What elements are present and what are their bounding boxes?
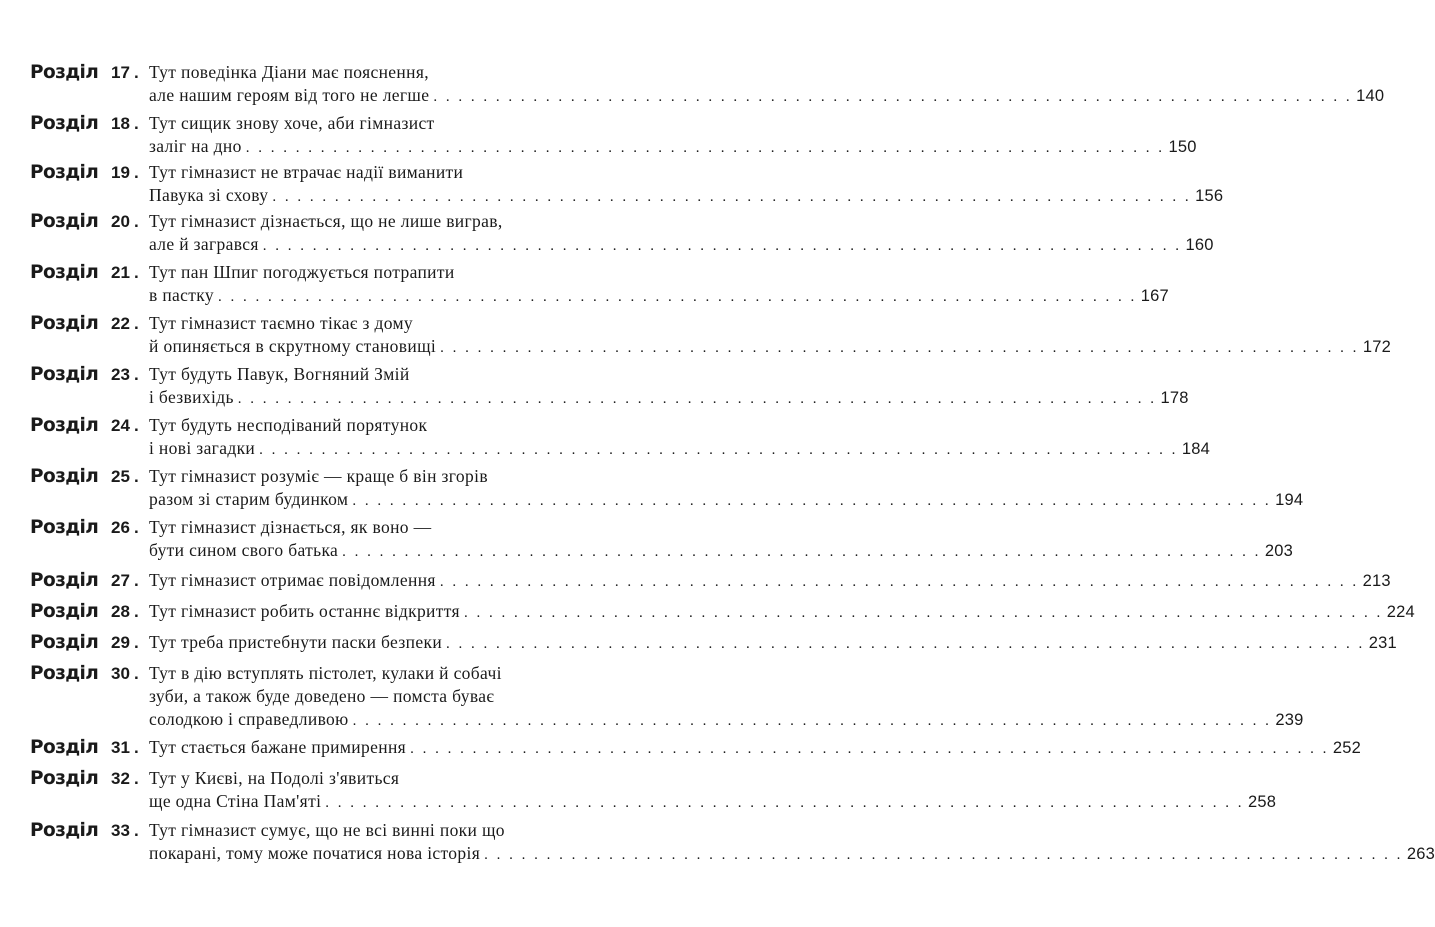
chapter-title	[149, 767, 1277, 813]
chapter-title-line: Тут гімназист таємно тікає з дому	[149, 313, 413, 333]
chapter-title-last-line	[149, 135, 1197, 158]
chapter-number: 19	[111, 163, 130, 182]
chapter-title-line: ще одна Стіна Пам'яті	[149, 791, 322, 811]
chapter-number: 17	[111, 63, 130, 82]
chapter-title-line: заліг на дно	[149, 136, 242, 156]
chapter-title-last-line	[149, 284, 1169, 307]
chapter-label: Розділ	[30, 820, 99, 841]
chapter-number: 32	[111, 769, 130, 788]
dot-leader: . . . . . . . . . . . . . . . . . . . . . . . . . . . . . . . . . . . . . . . . . . . . . . . . . . . . . . . . . . . . . . . . . . . . . . . . . .	[352, 493, 1272, 509]
chapter-title	[149, 465, 1304, 511]
chapter-number: 20	[111, 212, 130, 231]
chapter-title	[149, 61, 1385, 107]
dot-leader: . . . . . . . . . . . . . . . . . . . . . . . . . . . . . . . . . . . . . . . . . . . . . . . . . . . . . . . . . . . . . . . . . . . . . . . . . .	[433, 89, 1353, 105]
page-number: 156	[1195, 187, 1224, 205]
chapter-label: Розділ	[30, 62, 99, 83]
chapter-title-line: Тут будуть несподіваний порятунок	[149, 415, 428, 435]
dot-leader: . . . . . . . . . . . . . . . . . . . . . . . . . . . . . . . . . . . . . . . . . . . . . . . . . . . . . . . . . . . . . . . . . . . . . . . . . .	[352, 713, 1272, 729]
chapter-label: Розділ	[30, 162, 99, 183]
chapter-title-last-line	[149, 233, 1214, 256]
dot-leader: . . . . . . . . . . . . . . . . . . . . . . . . . . . . . . . . . . . . . . . . . . . . . . . . . . . . . . . . . . . . . . . . . . . . . . . . . .	[237, 391, 1157, 407]
chapter-title-line: але й загрався	[149, 234, 259, 254]
chapter-label: Розділ	[30, 601, 99, 622]
page-number: 258	[1248, 793, 1277, 811]
page-number: 184	[1181, 440, 1211, 458]
chapter-title-last-line	[149, 386, 1189, 409]
chapter-title	[149, 662, 1304, 731]
chapter-title-line: Тут гімназист розуміє — краще б він згорів	[149, 466, 488, 486]
chapter-number: 33	[111, 821, 130, 840]
page-number: 160	[1185, 236, 1214, 254]
chapter-number-dot: .	[134, 467, 139, 486]
chapter-label: Розділ	[30, 415, 99, 436]
chapter-label: Розділ	[30, 768, 99, 789]
chapter-title-line: Тут гімназист отримає повідомлення	[149, 570, 436, 590]
dot-leader: . . . . . . . . . . . . . . . . . . . . . . . . . . . . . . . . . . . . . . . . . . . . . . . . . . . . . . . . . . . . . . . . . . . . . . . . . .	[342, 544, 1261, 560]
chapter-number: 28	[111, 602, 130, 621]
dot-leader: . . . . . . . . . . . . . . . . . . . . . . . . . . . . . . . . . . . . . . . . . . . . . . . . . . . . . . . . . . . . . . . . . . . . . . . . . .	[410, 741, 1329, 757]
chapter-number: 29	[111, 633, 130, 652]
chapter-number-dot: .	[134, 212, 139, 231]
chapter-title	[149, 312, 1392, 358]
page-number: 252	[1332, 739, 1361, 757]
page-number: 239	[1275, 711, 1304, 729]
page-number: 140	[1356, 87, 1385, 105]
chapter-number-dot: .	[134, 314, 139, 333]
chapter-number-dot: .	[134, 163, 139, 182]
chapter-title-last-line	[149, 631, 1397, 654]
chapter-title-last-line	[149, 708, 1304, 731]
chapter-title-line: разом зі старим будинком	[149, 489, 349, 509]
chapter-title-line: Тут гімназист робить останнє відкриття	[149, 601, 460, 621]
dot-leader: . . . . . . . . . . . . . . . . . . . . . . . . . . . . . . . . . . . . . . . . . . . . . . . . . . . . . . . . . . . . . . . . . . . . . . . . . .	[440, 340, 1359, 356]
page-number: 213	[1362, 572, 1391, 590]
chapter-title	[149, 414, 1211, 460]
chapter-title-line: і нові загадки	[149, 438, 256, 458]
chapter-title-line: бути сином свого батька	[149, 540, 339, 560]
dot-leader: . . . . . . . . . . . . . . . . . . . . . . . . . . . . . . . . . . . . . . . . . . . . . . . . . . . . . . . . . . . . . . . . . . . . . . . . . .	[484, 847, 1403, 863]
chapter-title	[149, 600, 1415, 623]
chapter-title-last-line	[149, 736, 1361, 759]
chapter-number: 18	[111, 114, 130, 133]
chapter-number-dot: .	[134, 633, 139, 652]
dot-leader: . . . . . . . . . . . . . . . . . . . . . . . . . . . . . . . . . . . . . . . . . . . . . . . . . . . . . . . . . . . . . . . . . . . . . . . . . .	[259, 442, 1178, 458]
chapter-title	[149, 631, 1397, 654]
chapter-title-line: зуби, а також буде доведено — помста буває	[149, 686, 495, 706]
chapter-title-line: Тут поведінка Діани має пояснення,	[149, 62, 429, 82]
chapter-title-last-line	[149, 184, 1224, 207]
page-number: 172	[1362, 338, 1392, 356]
chapter-number: 21	[111, 263, 130, 282]
chapter-title-last-line	[149, 600, 1415, 623]
chapter-title-line: Тут стається бажане примирення	[149, 737, 407, 757]
chapter-label: Розділ	[30, 570, 99, 591]
chapter-title-last-line	[149, 84, 1385, 107]
chapter-title-last-line	[149, 437, 1211, 460]
chapter-title	[149, 363, 1189, 409]
chapter-number-dot: .	[134, 416, 139, 435]
chapter-title-line: Тут треба пристебнути паски безпеки	[149, 632, 443, 652]
chapter-title-line: Тут сищик знову хоче, аби гімназист	[149, 113, 435, 133]
chapter-title	[149, 112, 1197, 158]
chapter-title-line: солодкою і справедливою	[149, 709, 349, 729]
dot-leader: . . . . . . . . . . . . . . . . . . . . . . . . . . . . . . . . . . . . . . . . . . . . . . . . . . . . . . . . . . . . . . . . . . . . . . . . . .	[245, 140, 1165, 156]
chapter-label: Розділ	[30, 113, 99, 134]
chapter-title	[149, 516, 1294, 562]
chapter-number: 30	[111, 664, 130, 683]
chapter-label: Розділ	[30, 211, 99, 232]
chapter-number: 27	[111, 571, 130, 590]
chapter-number-dot: .	[134, 365, 139, 384]
chapter-number-dot: .	[134, 63, 139, 82]
chapter-number-dot: .	[134, 769, 139, 788]
chapter-number: 25	[111, 467, 130, 486]
chapter-title-line: і безвихідь	[149, 387, 234, 407]
chapter-title-line: але нашим героям від того не легше	[149, 85, 430, 105]
chapter-title-line: Тут в дію вступлять пістолет, кулаки й собачі	[149, 663, 502, 683]
chapter-title-last-line	[149, 790, 1277, 813]
chapter-label: Розділ	[30, 262, 99, 283]
chapter-title-line: й опиняється в скрутному становищі	[149, 336, 437, 356]
chapter-label: Розділ	[30, 466, 99, 487]
page-number: 194	[1275, 491, 1304, 509]
chapter-number: 24	[111, 416, 130, 435]
chapter-title-last-line	[149, 335, 1392, 358]
page-number: 167	[1140, 287, 1169, 305]
chapter-number: 31	[111, 738, 130, 757]
chapter-label: Розділ	[30, 663, 99, 684]
chapter-label: Розділ	[30, 632, 99, 653]
chapter-number-dot: .	[134, 263, 139, 282]
dot-leader: . . . . . . . . . . . . . . . . . . . . . . . . . . . . . . . . . . . . . . . . . . . . . . . . . . . . . . . . . . . . . . . . . . . . . . . . . .	[446, 636, 1365, 652]
page-number: 203	[1264, 542, 1294, 560]
chapter-number-dot: .	[134, 571, 139, 590]
chapter-title-line: Тут пан Шпиг погоджується потрапити	[149, 262, 455, 282]
chapter-title-line: Тут гімназист дізнається, як воно —	[149, 517, 432, 537]
page-number: 178	[1160, 389, 1189, 407]
dot-leader: . . . . . . . . . . . . . . . . . . . . . . . . . . . . . . . . . . . . . . . . . . . . . . . . . . . . . . . . . . . . . . . . . . . . . . . . . .	[272, 189, 1192, 205]
chapter-title-line: Павука зі схову	[149, 185, 269, 205]
chapter-title-last-line	[149, 842, 1435, 865]
chapter-number-dot: .	[134, 738, 139, 757]
dot-leader: . . . . . . . . . . . . . . . . . . . . . . . . . . . . . . . . . . . . . . . . . . . . . . . . . . . . . . . . . . . . . . . . . . . . . . . . . .	[439, 574, 1359, 590]
chapter-title-line: Тут гімназист не втрачає надії виманити	[149, 162, 464, 182]
chapter-number: 23	[111, 365, 130, 384]
chapter-number-dot: .	[134, 664, 139, 683]
page-number: 150	[1168, 138, 1197, 156]
chapter-title-last-line	[149, 539, 1294, 562]
page-number: 224	[1386, 603, 1415, 621]
chapter-label: Розділ	[30, 517, 99, 538]
chapter-title-line: Тут гімназист сумує, що не всі винні поки що	[149, 820, 505, 840]
chapter-title-line: Тут у Києві, на Подолі з'явиться	[149, 768, 400, 788]
chapter-title	[149, 210, 1214, 256]
page-number: 231	[1368, 634, 1397, 652]
dot-leader: . . . . . . . . . . . . . . . . . . . . . . . . . . . . . . . . . . . . . . . . . . . . . . . . . . . . . . . . . . . . . . . . . . . . . . . . . .	[325, 795, 1245, 811]
chapter-number-dot: .	[134, 114, 139, 133]
chapter-label: Розділ	[30, 313, 99, 334]
chapter-title-line: Тут будуть Павук, Вогняний Змій	[149, 364, 410, 384]
chapter-number-dot: .	[134, 821, 139, 840]
chapter-number-dot: .	[134, 518, 139, 537]
dot-leader: . . . . . . . . . . . . . . . . . . . . . . . . . . . . . . . . . . . . . . . . . . . . . . . . . . . . . . . . . . . . . . . . . . . . . . . . . .	[262, 238, 1182, 254]
chapter-label: Розділ	[30, 364, 99, 385]
chapter-title-line: покарані, тому може початися нова історія	[149, 843, 481, 863]
chapter-title	[149, 161, 1224, 207]
dot-leader: . . . . . . . . . . . . . . . . . . . . . . . . . . . . . . . . . . . . . . . . . . . . . . . . . . . . . . . . . . . . . . . . . . . . . . . . . .	[218, 289, 1137, 305]
page-number: 263	[1406, 845, 1435, 863]
chapter-title-line: в пастку	[149, 285, 214, 305]
chapter-title	[149, 819, 1435, 865]
dot-leader: . . . . . . . . . . . . . . . . . . . . . . . . . . . . . . . . . . . . . . . . . . . . . . . . . . . . . . . . . . . . . . . . . . . . . . . . . .	[463, 605, 1383, 621]
chapter-label: Розділ	[30, 737, 99, 758]
chapter-title	[149, 261, 1169, 307]
chapter-title	[149, 736, 1361, 759]
chapter-title	[149, 569, 1391, 592]
chapter-number: 26	[111, 518, 130, 537]
chapter-number: 22	[111, 314, 130, 333]
chapter-title-last-line	[149, 488, 1304, 511]
chapter-title-last-line	[149, 569, 1391, 592]
chapter-title-line: Тут гімназист дізнається, що не лише виграв,	[149, 211, 503, 231]
chapter-number-dot: .	[134, 602, 139, 621]
